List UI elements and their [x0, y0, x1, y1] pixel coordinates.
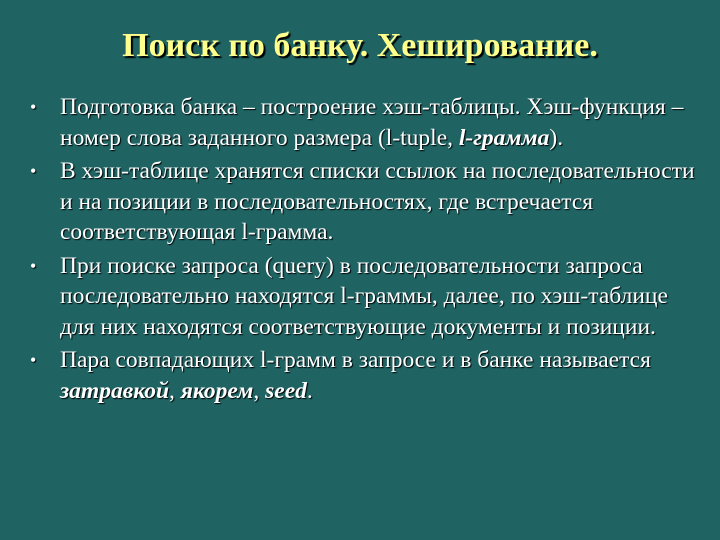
bullet-text: . — [306, 377, 313, 404]
slide-title: Поиск по банку. Хеширование. — [122, 27, 598, 64]
bullet-icon: • — [30, 161, 37, 181]
separator: , — [169, 377, 181, 404]
bullet-text: ). — [549, 124, 564, 151]
bullet-text: Пара совпадающих l-грамм в запросе и в банке называется — [60, 347, 651, 373]
bullet-text: При поиске запроса (query) в последовательности запроса последовательно находятся l-граммы, далее, по хэш-таблице для них находятся соответствующие документы и позиции. — [60, 252, 668, 340]
emphasis-term: якорем — [180, 377, 254, 404]
bullet-text: В хэш-таблице хранятся списки ссылок на последовательности и на позиции в последовательностях, где встречается соответствующая l-грамма. — [60, 158, 695, 245]
emphasis-term: затравкой — [60, 377, 170, 404]
separator: , — [253, 377, 266, 404]
bullet-item — [30, 92, 700, 153]
bullet-item — [30, 156, 700, 248]
bullet-text: Подготовка банка – построение хэш-таблицы. Хэш-функция – номер слова заданного размера (l-tuple, — [60, 94, 684, 151]
bullet-item — [30, 345, 700, 406]
bullet-icon: • — [30, 255, 37, 276]
bullet-item — [30, 251, 700, 343]
emphasis-term: l-грамма — [458, 124, 550, 151]
bullet-list — [30, 92, 700, 409]
emphasis-term: seed — [265, 377, 307, 404]
bullet-icon: • — [30, 97, 37, 117]
bullet-icon: • — [30, 350, 37, 370]
